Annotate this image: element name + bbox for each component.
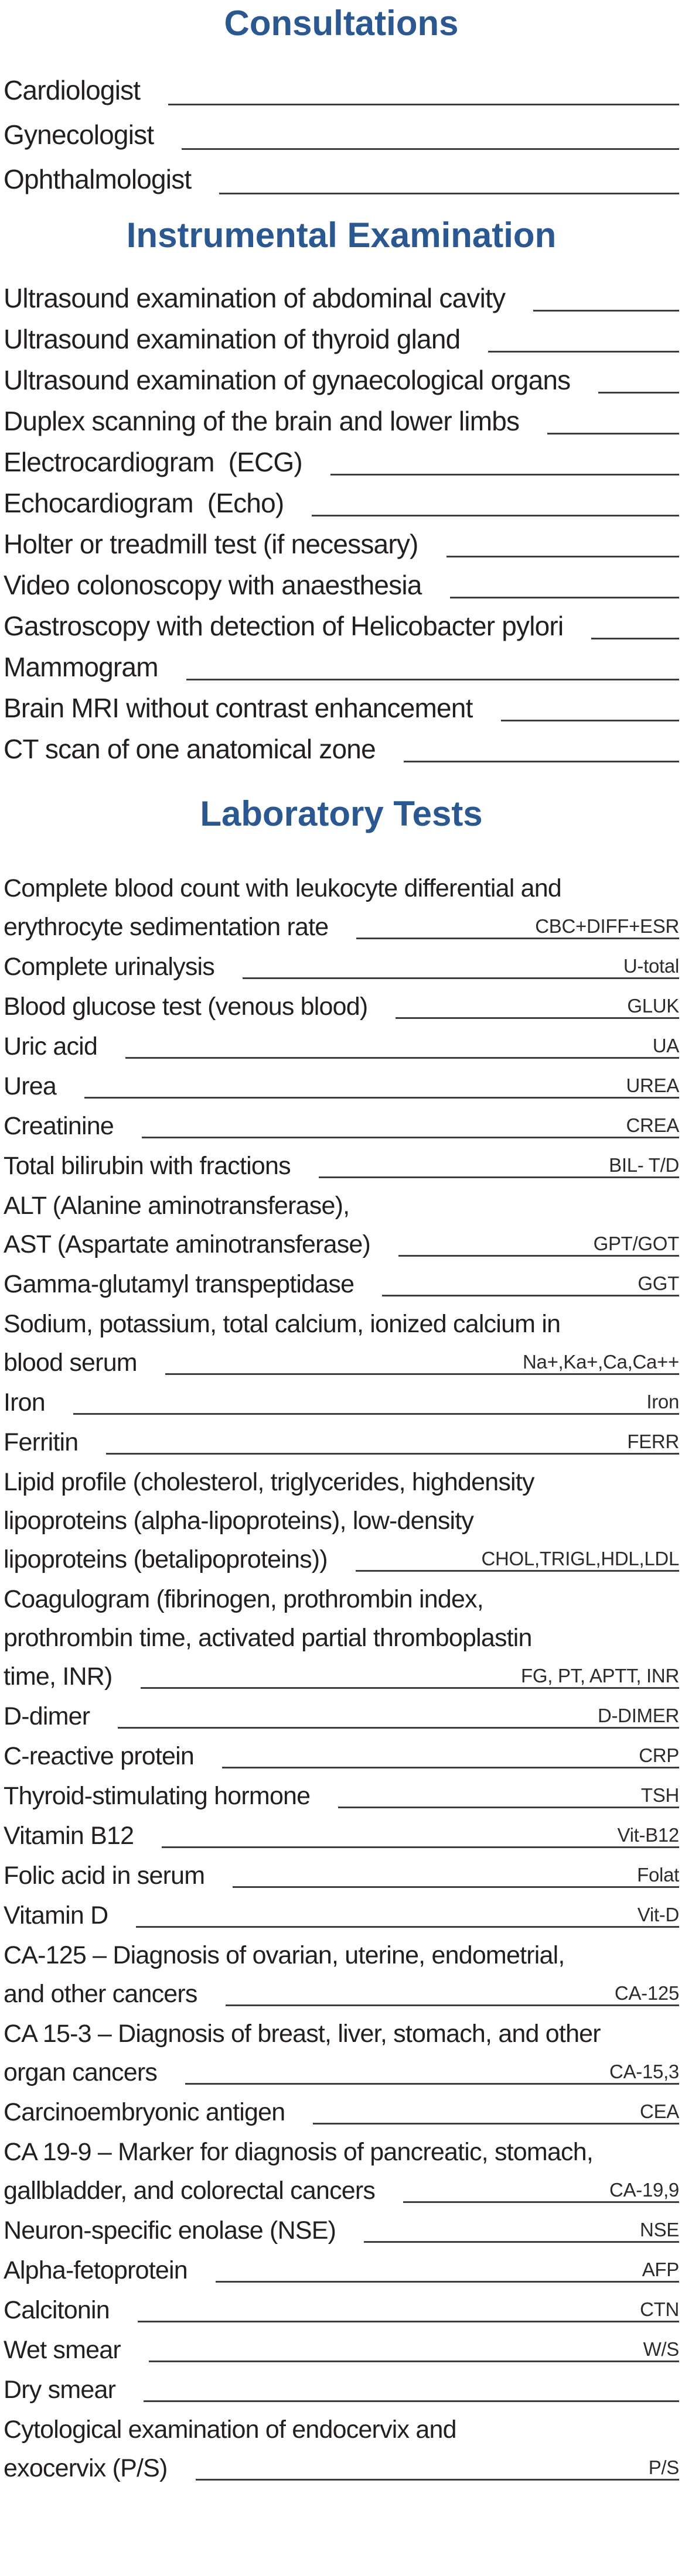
item-label: Ferritin [4,1428,79,1456]
fill-in-line [106,1423,679,1462]
blank-line [312,515,679,516]
fill-in-line [168,68,679,112]
blank-line [396,1017,679,1019]
item-row [4,1975,679,2013]
section-items [4,68,679,201]
blank-line [222,1767,679,1768]
item-row [4,1067,679,1106]
fill-in-line [84,1067,679,1106]
fill-in-line [319,1147,679,1185]
section-items [4,869,679,2488]
checklist-item [4,1305,679,1382]
checklist-item [4,687,679,728]
item-label: Dry smear [4,2376,116,2404]
item-label: Echocardiogram (Echo) [4,488,284,518]
item-row [4,2211,679,2250]
fill-in-line [141,1657,679,1696]
fill-in-line [196,2449,679,2488]
item-row [4,157,679,201]
checklist-item [4,987,679,1026]
item-row [4,1856,679,1895]
test-code: CBC+DIFF+ESR [535,915,679,937]
checklist-item [4,68,679,112]
item-row [4,1027,679,1066]
blank-line [598,392,679,394]
checklist-item [4,360,679,401]
item-label: Gynecologist [4,119,154,150]
fill-in-line [118,1697,679,1736]
item-label: Neuron-specific enolase (NSE) [4,2216,336,2245]
blank-line [168,104,679,105]
item-row [4,401,679,442]
test-code: AFP [642,2259,679,2280]
test-code: FERR [627,1431,679,1452]
item-row [4,1383,679,1422]
item-label: Electrocardiogram (ECG) [4,447,302,477]
item-text: Cytological examination of endocervix and [4,2416,456,2444]
checklist-item [4,319,679,360]
blank-line [591,638,679,639]
test-code: W/S [643,2338,679,2360]
item-row [4,442,679,483]
item-label: blood serum [4,1349,137,1377]
blank-line [501,720,679,721]
item-label: Gastroscopy with detection of Helicobacter pylori [4,611,564,641]
item-row [4,2449,679,2488]
test-code: CHOL,TRIGL,HDL,LDL [481,1548,679,1569]
checklist-item [4,1107,679,1145]
item-label: Creatinine [4,1112,114,1140]
checklist-item [4,646,679,687]
test-code: Vit-B12 [617,1824,679,1846]
blank-line [162,1846,679,1848]
fill-in-line [186,646,679,687]
blank-line [216,2281,679,2283]
item-label: Ultrasound examination of thyroid gland [4,324,461,354]
test-code: GPT/GOT [593,1233,679,1254]
fill-in-line [533,278,679,319]
item-text: CA 19-9 – Marker for diagnosis of pancreatic, stomach, [4,2138,594,2166]
blank-line [144,2400,679,2402]
checklist-item [4,1777,679,1815]
blank-line [547,433,679,435]
item-row [4,524,679,565]
checklist-item [4,2014,679,2092]
item-row [4,1896,679,1935]
checklist-item [4,1265,679,1304]
checklist-item [4,1147,679,1185]
item-label: C-reactive protein [4,1742,194,1770]
item-label: Video colonoscopy with anaesthesia [4,570,422,600]
blank-line [243,977,679,979]
item-label: Blood glucose test (venous blood) [4,993,368,1021]
item-text: Sodium, potassium, total calcium, ionized calcium in [4,1310,561,1338]
checklist-item [4,2370,679,2409]
checklist-item [4,1186,679,1264]
item-text: CA 15-3 – Diagnosis of breast, liver, stomach, and other [4,2020,601,2048]
blank-line [404,761,679,762]
test-code: FG, PT, APTT, INR [521,1665,679,1686]
item-text: Complete blood count with leukocyte differential and [4,874,561,902]
item-row [4,908,679,946]
item-label: D-dimer [4,1702,90,1730]
blank-line [165,1373,679,1375]
test-code: Iron [646,1391,679,1412]
fill-in-line [446,524,679,565]
item-row [4,2251,679,2290]
fill-in-line [312,483,679,524]
item-row [4,1265,679,1304]
item-text: prothrombin time, activated partial thromboplastin [4,1624,532,1652]
item-row [4,565,679,605]
item-label: Urea [4,1072,57,1100]
checklist-item [4,1383,679,1422]
test-code: CRP [639,1744,679,1766]
item-label: Vitamin D [4,1901,108,1930]
item-label: Uric acid [4,1032,98,1060]
fill-in-line [382,1265,679,1304]
item-label: Ultrasound examination of gynaecological organs [4,365,571,395]
checklist-item [4,2133,679,2210]
test-code: GLUK [627,995,679,1017]
section-title: Consultations [224,4,459,43]
item-label: Complete urinalysis [4,953,215,981]
test-code: NSE [640,2219,679,2240]
item-label: Cardiologist [4,75,141,105]
test-code: UA [652,1035,679,1056]
item-label: Holter or treadmill test (if necessary) [4,529,418,559]
test-code: CEA [640,2101,679,2122]
fill-in-line [547,401,679,442]
item-label: CT scan of one anatomical zone [4,734,376,764]
item-label: Brain MRI without contrast enhancement [4,693,473,723]
checklist-item [4,2251,679,2290]
item-row [4,728,679,769]
test-code: BIL- T/D [609,1154,679,1176]
fill-in-line [219,157,679,201]
blank-line [330,474,679,475]
item-label: Thyroid-stimulating hormone [4,1782,311,1810]
fill-in-line [226,1975,679,2013]
item-row [4,1343,679,1382]
checklist-item [4,1580,679,1696]
fill-in-line [182,112,679,157]
blank-line [313,2123,679,2125]
blank-line [182,148,679,150]
item-row [4,360,679,401]
blank-line [142,1137,679,1138]
item-label: lipoproteins (betalipoproteins)) [4,1545,328,1573]
item-row [4,987,679,1026]
item-label: erythrocyte sedimentation rate [4,913,329,941]
fill-in-line [404,728,679,769]
checklist-item [4,1463,679,1579]
blank-line [149,2361,679,2362]
item-label: organ cancers [4,2058,158,2086]
fill-in-line [222,1737,679,1776]
test-code: CA-19,9 [609,2179,679,2201]
blank-line [398,1255,679,1257]
checklist-item [4,1856,679,1895]
item-label: and other cancers [4,1980,197,2008]
blank-line [84,1097,679,1099]
test-code: P/S [648,2457,679,2478]
fill-in-line [356,1540,679,1579]
item-row [4,2093,679,2132]
checklist-item [4,869,679,946]
item-label: Gamma-glutamyl transpeptidase [4,1270,354,1298]
blank-line [73,1413,679,1415]
checklist-item [4,157,679,201]
checklist-item [4,947,679,986]
item-row [4,646,679,687]
test-code: UREA [626,1075,679,1096]
checklist-item [4,1423,679,1462]
fill-in-line [313,2093,679,2132]
checklist-item [4,728,679,769]
checklist-item [4,1896,679,1935]
item-row [4,2331,679,2369]
item-label: Wet smear [4,2336,121,2364]
blank-line [488,351,679,353]
blank-line [364,2241,679,2243]
blank-line [533,310,679,312]
checklist-item [4,1027,679,1066]
item-row [4,2291,679,2329]
checklist-item [4,278,679,319]
item-row [4,1777,679,1815]
blank-line [319,1176,679,1178]
item-label: AST (Aspartate aminotransferase) [4,1230,371,1258]
item-label: Duplex scanning of the brain and lower limbs [4,406,520,436]
item-text: lipoproteins (alpha-lipoproteins), low-density [4,1507,474,1535]
item-label: Calcitonin [4,2296,110,2324]
fill-in-line [396,987,679,1026]
fill-in-line [149,2331,679,2369]
fill-in-line [216,2251,679,2290]
blank-line [219,193,679,194]
fill-in-line [398,1225,679,1264]
item-label: Alpha-fetoprotein [4,2256,188,2284]
fill-in-line [233,1856,679,1895]
blank-line [138,2321,679,2322]
fill-in-line [338,1777,679,1815]
test-code: D-DIMER [597,1705,679,1726]
test-code: TSH [640,1784,679,1806]
checklist-item [4,2093,679,2132]
checklist-item [4,1816,679,1855]
blank-line [186,679,679,680]
fill-in-line [598,360,679,401]
item-label: Total bilirubin with fractions [4,1152,291,1180]
fill-in-line [591,605,679,646]
item-row [4,1657,679,1696]
checklist-item [4,2410,679,2488]
fill-in-line [243,947,679,986]
section-title: Laboratory Tests [200,794,483,833]
item-row [4,319,679,360]
fill-in-line [330,442,679,483]
test-code: U-total [623,955,679,977]
test-code: Vit-D [637,1904,679,1925]
blank-line [446,556,679,557]
blank-line [338,1807,679,1808]
item-row [4,278,679,319]
item-row [4,1737,679,1776]
checklist-item [4,483,679,524]
test-code: CA-125 [614,1982,679,2004]
blank-line [125,1057,679,1059]
item-row [4,112,679,157]
checklist-item [4,2331,679,2369]
test-code: CTN [640,2298,679,2320]
fill-in-line [73,1383,679,1422]
checklist-item [4,605,679,646]
item-label: Carcinoembryonic antigen [4,2098,285,2126]
fill-in-line [125,1027,679,1066]
item-label: time, INR) [4,1662,113,1691]
test-code: Na+,Ka+,Ca,Ca++ [522,1351,679,1373]
item-label: Ophthalmologist [4,164,192,194]
checklist-item [4,1067,679,1106]
item-label: Ultrasound examination of abdominal cavity [4,283,506,313]
item-label: Folic acid in serum [4,1862,205,1890]
test-code: GGT [638,1272,679,1294]
item-label: Mammogram [4,652,158,682]
item-row [4,2171,679,2210]
checklist-item [4,442,679,483]
test-code: CREA [626,1114,679,1136]
item-row [4,1540,679,1579]
item-text: Lipid profile (cholesterol, triglycerides, highdensity [4,1468,534,1496]
item-row [4,1225,679,1264]
checklist-item [4,1936,679,2013]
item-text: ALT (Alanine aminotransferase), [4,1192,350,1220]
blank-line [233,1886,679,1888]
blank-line [136,1926,679,1928]
test-code: Folat [637,1864,679,1886]
item-label: Iron [4,1388,45,1417]
item-row [4,1816,679,1855]
item-label: exocervix (P/S) [4,2454,168,2482]
checklist-item [4,401,679,442]
item-row [4,483,679,524]
item-label: Vitamin B12 [4,1822,134,1850]
item-text: CA-125 – Diagnosis of ovarian, uterine, endometrial, [4,1941,565,1969]
checklist-item [4,112,679,157]
checklist-item [4,2211,679,2250]
item-row [4,1107,679,1145]
item-row [4,687,679,728]
fill-in-line [144,2370,679,2409]
fill-in-line [356,908,679,946]
item-row [4,68,679,112]
item-text: Coagulogram (fibrinogen, prothrombin index, [4,1585,483,1613]
item-row [4,2370,679,2409]
checklist-item [4,524,679,565]
checklist-item [4,2291,679,2329]
blank-line [382,1295,679,1296]
checklist-item [4,1737,679,1776]
blank-line [141,1687,679,1689]
fill-in-line [488,319,679,360]
fill-in-line [138,2291,679,2329]
item-row [4,605,679,646]
fill-in-line [403,2171,679,2210]
blank-line [196,2479,679,2481]
fill-in-line [165,1343,679,1382]
blank-line [106,1453,679,1455]
blank-line [226,2004,679,2006]
fill-in-line [136,1896,679,1935]
section-title: Instrumental Examination [126,215,557,255]
section-items [4,278,679,769]
fill-in-line [185,2053,679,2092]
checklist-item [4,1697,679,1736]
blank-line [356,938,679,939]
item-row [4,947,679,986]
blank-line [403,2201,679,2203]
blank-line [450,597,679,598]
blank-line [185,2083,679,2085]
item-row [4,2053,679,2092]
fill-in-line [142,1107,679,1145]
blank-line [356,1570,679,1572]
fill-in-line [364,2211,679,2250]
blank-line [118,1727,679,1729]
fill-in-line [450,565,679,605]
test-code: CA-15,3 [609,2061,679,2082]
fill-in-line [501,687,679,728]
item-row [4,1423,679,1462]
checklist-item [4,565,679,605]
item-label: gallbladder, and colorectal cancers [4,2177,376,2205]
item-row [4,1147,679,1185]
item-row [4,1697,679,1736]
fill-in-line [162,1816,679,1855]
